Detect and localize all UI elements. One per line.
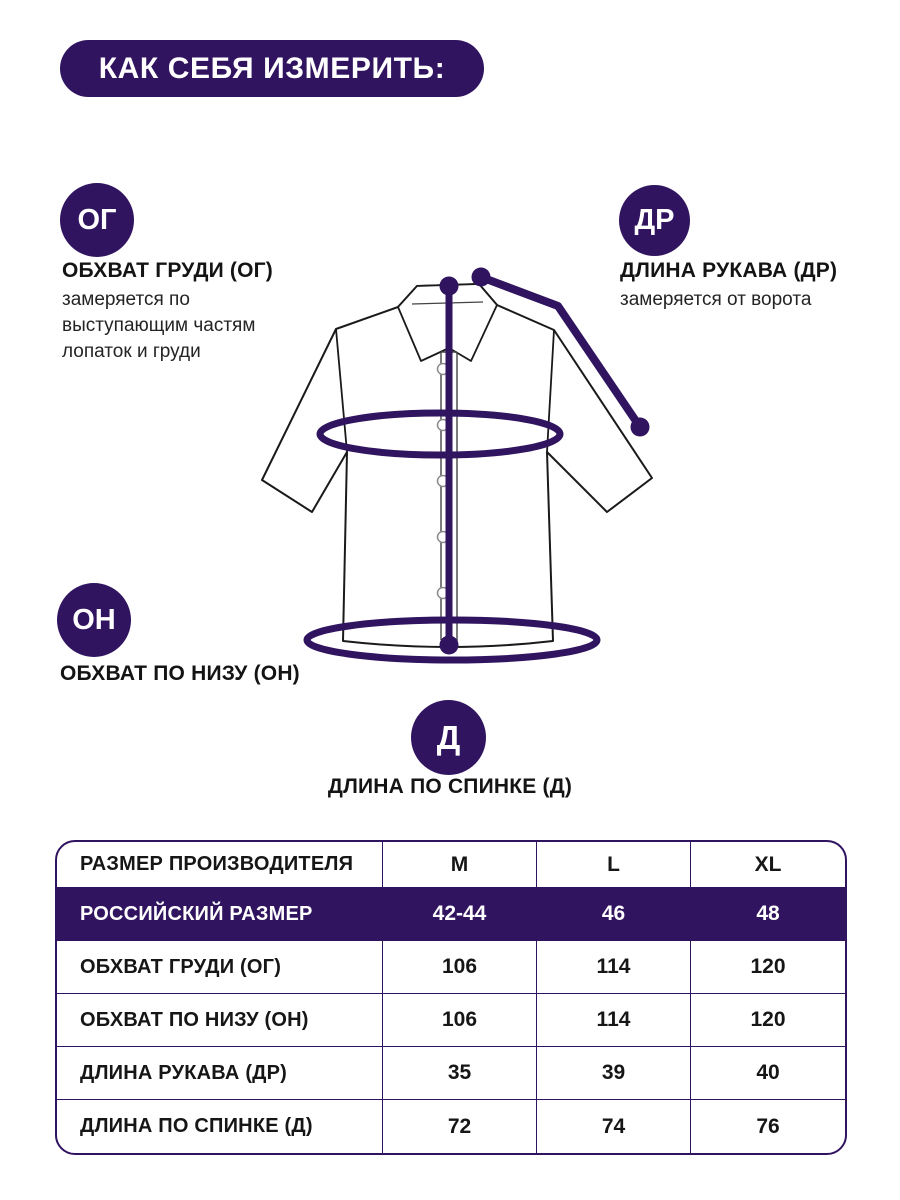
back-xl: 76: [756, 1114, 780, 1138]
chest-girth-badge: [60, 183, 134, 257]
sleeve-xl: 40: [691, 1047, 845, 1100]
back-row-label: ДЛИНА ПО СПИНКЕ (Д): [57, 1100, 383, 1153]
size-table: [55, 840, 847, 1155]
bottom-m: 106: [383, 994, 537, 1047]
size-table-header-col-xl: XL: [691, 842, 845, 888]
bottom-row-label: ОБХВАТ ПО НИЗУ (ОН): [57, 994, 383, 1047]
chest-girth-description: замеряется по выступающим частям лопаток и груди: [62, 289, 256, 362]
sleeve-length-end-dot: [631, 418, 650, 437]
sleeve-length-badge: [619, 185, 690, 256]
sleeve-l: 39: [537, 1047, 691, 1100]
back-length-badge: [411, 700, 486, 775]
back-length-badge-text: Д: [436, 718, 461, 756]
chest-girth-badge-text: ОГ: [77, 203, 117, 236]
sleeve-length-badge-text: ДР: [634, 204, 675, 236]
bottom-xl: 120: [691, 994, 845, 1047]
russian-size-m: 42-44: [383, 888, 537, 941]
sleeve-m: 35: [383, 1047, 537, 1100]
shirt-diagram: [240, 260, 670, 670]
bottom-l: 114: [537, 994, 691, 1047]
back-m: 72: [383, 1100, 537, 1153]
chest-row-label: ОБХВАТ ГРУДИ (ОГ): [57, 941, 383, 994]
chest-l: 114: [537, 941, 691, 994]
sleeve-length-start-dot: [472, 268, 491, 287]
back-l: 74: [537, 1100, 691, 1153]
chest-m: 106: [383, 941, 537, 994]
size-table-header-col-m: M: [383, 842, 537, 888]
size-table-header-label: РАЗМЕР ПРОИЗВОДИТЕЛЯ: [57, 842, 383, 888]
size-table-header-col-l: L: [537, 842, 691, 888]
sleeve-row-label: ДЛИНА РУКАВА (ДР): [57, 1047, 383, 1100]
back-length-label: ДЛИНА ПО СПИНКЕ (Д): [327, 775, 573, 798]
russian-size-xl: 48: [691, 888, 845, 941]
bottom-girth-badge-text: ОН: [72, 603, 116, 636]
russian-size-l: 46: [537, 888, 691, 941]
back-length-top-dot: [440, 277, 459, 296]
page-title: КАК СЕБЯ ИЗМЕРИТЬ:: [98, 51, 446, 85]
bottom-girth-label: ОБХВАТ ПО НИЗУ (ОН): [60, 662, 300, 685]
page-title-pill: [60, 40, 484, 97]
chest-xl: 120: [691, 941, 845, 994]
sleeve-length-description: замеряется от ворота: [620, 289, 812, 310]
back-length-bottom-dot: [440, 636, 459, 655]
bottom-girth-badge: [57, 583, 131, 657]
shirt-illustration: [240, 260, 670, 670]
chest-girth-label: ОБХВАТ ГРУДИ (ОГ): [62, 259, 273, 282]
russian-size-row-label: РОССИЙСКИЙ РАЗМЕР: [57, 888, 383, 941]
sleeve-length-label: ДЛИНА РУКАВА (ДР): [620, 259, 838, 282]
